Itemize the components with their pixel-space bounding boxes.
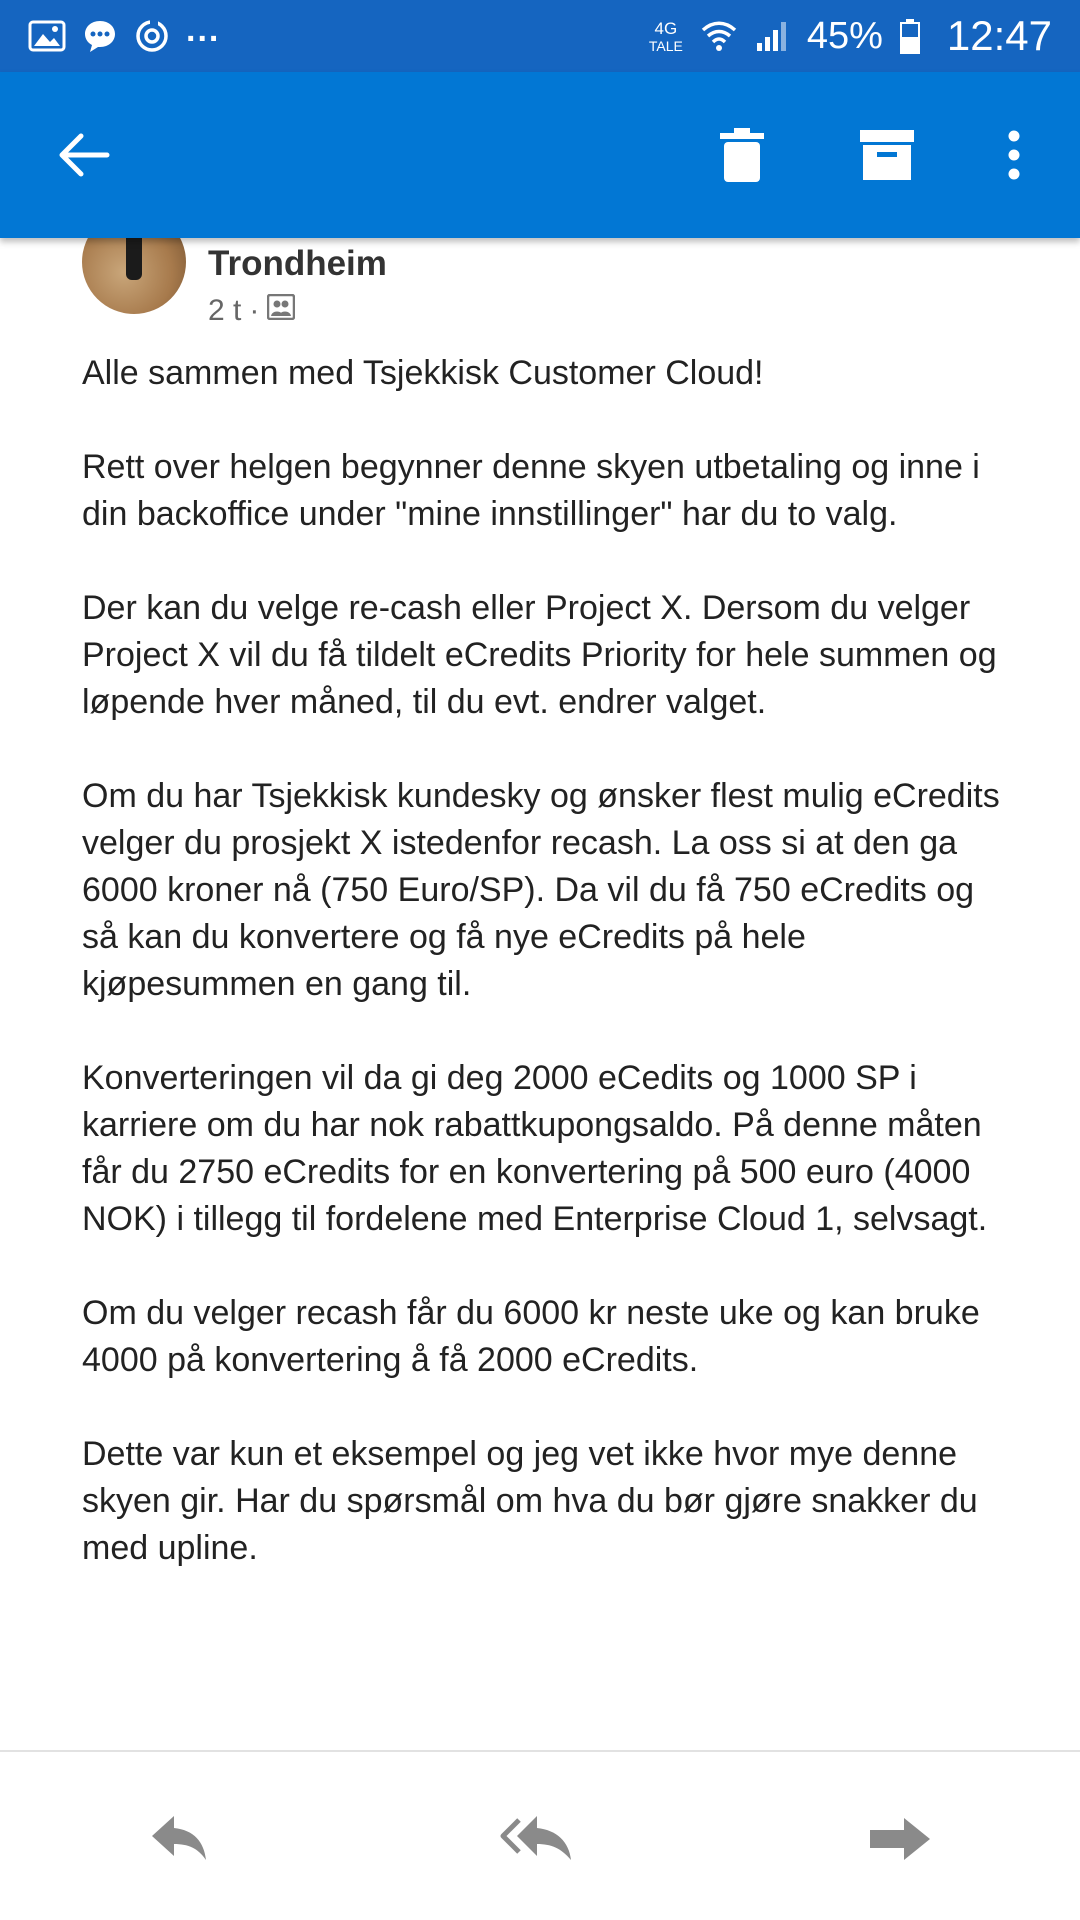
- post-time: 2 t: [208, 294, 242, 327]
- post-paragraph: Rett over helgen begynner denne skyen utbetaling og inne i din backoffice under "mine innstillinger" har du to valg.: [82, 448, 980, 533]
- bottom-action-bar: [0, 1750, 1080, 1920]
- notification-icons: [28, 11, 221, 54]
- author-name[interactable]: Trondheim: [208, 244, 387, 283]
- post-meta: [208, 294, 295, 328]
- arrow-left-icon: [57, 132, 111, 178]
- back-button[interactable]: [44, 115, 124, 195]
- post-paragraph: Om du har Tsjekkisk kundesky og ønsker flest mulig eCredits velger du prosjekt X istedenfor recash. La oss si at den ga 6000 kroner nå (750 Euro/SP). Da vil du få 750 eCredits og så kan du konvertere og få nye eCredits på hele kjøpesummen en gang til.: [82, 777, 1000, 1003]
- archive-icon: [860, 130, 914, 180]
- system-indicators: [649, 12, 1052, 60]
- clock: 12:47: [946, 12, 1052, 59]
- reply-all-button[interactable]: [492, 1804, 582, 1874]
- post-paragraph: Alle sammen med Tsjekkisk Customer Cloud!: [82, 354, 764, 392]
- meta-separator: ·: [249, 294, 260, 327]
- post-paragraph: Der kan du velge re-cash eller Project X. Dersom du velger Project X vil du få tildelt eCredits Priority for hele summen og løpende hver måned, til du evt. endrer valget.: [82, 589, 997, 721]
- battery-icon: [899, 18, 921, 54]
- message-icon: [82, 18, 118, 54]
- app-bar: [0, 72, 1080, 238]
- post-paragraph: Dette var kun et eksempel og jeg vet ikke hvor mye denne skyen gir. Har du spørsmål om hva du bør gjøre snakker du med upline.: [82, 1435, 978, 1567]
- group-icon: [267, 294, 295, 328]
- message-content: [0, 238, 1080, 1750]
- delete-button[interactable]: [702, 115, 782, 195]
- gallery-icon: [28, 20, 66, 52]
- network-type-label: 4G: [654, 18, 678, 38]
- battery-percent: 45%: [806, 14, 883, 57]
- more-vertical-icon: [1007, 130, 1021, 180]
- reply-button[interactable]: [135, 1804, 225, 1874]
- network-sub-label: TALE: [648, 37, 683, 54]
- post-paragraph: Konverteringen vil da gi deg 2000 eCedits og 1000 SP i karriere om du har nok rabattkupongsaldo. På denne måten får du 2750 eCredits for en konvertering på 500 euro (4000 NOK) i tillegg til fordelene med Enterprise Cloud 1, selvsagt.: [82, 1059, 988, 1238]
- status-bar: [0, 0, 1080, 72]
- reply-icon: [150, 1814, 210, 1864]
- sync-icon: [134, 18, 170, 54]
- more-options-button[interactable]: [974, 115, 1054, 195]
- post-paragraph: Om du velger recash får du 6000 kr neste uke og kan bruke 4000 på konvertering å få 2000 eCredits.: [82, 1294, 980, 1379]
- network-type: [649, 20, 683, 53]
- more-notifications: ...: [186, 11, 221, 49]
- signal-icon: [755, 19, 791, 53]
- archive-button[interactable]: [847, 115, 927, 195]
- reply-all-icon: [499, 1814, 575, 1864]
- trash-icon: [720, 128, 764, 182]
- post-body: [82, 350, 1002, 1619]
- wifi-icon: [699, 18, 739, 54]
- forward-icon: [868, 1814, 932, 1864]
- forward-button[interactable]: [855, 1804, 945, 1874]
